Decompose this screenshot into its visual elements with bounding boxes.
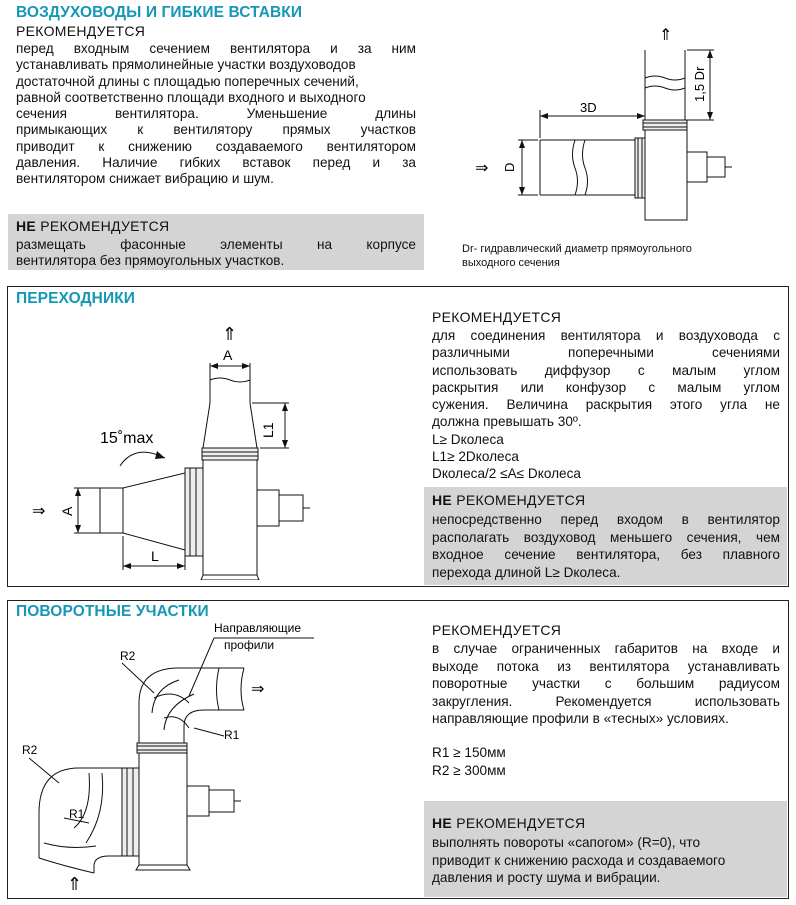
section3-rec-text (432, 640, 780, 728)
section3-diagram (14, 618, 414, 893)
text-line: давления и росту шума и вибрации. (432, 870, 661, 885)
text-line: равной соответственно площади входного и выходного (16, 89, 366, 105)
text-line: вентилятором снижает вибрацию и шум. (16, 171, 274, 187)
formula-line: Dколеса/2 ≤A≤ Dколеса (432, 466, 581, 482)
text-line: устанавливать прямолинейные участки воздуховодов (16, 57, 356, 73)
notrec-rest: РЕКОМЕНДУЕТСЯ (452, 815, 586, 831)
section1-diagram (440, 20, 790, 245)
section1-note (462, 242, 692, 270)
label-1-5dr: 1,5 Dr (692, 66, 707, 102)
text-line: раскрытия или конфузор с малым углом (432, 379, 780, 395)
text-line: закругления. Рекомендуется использовать (432, 693, 780, 709)
section3-formulas (432, 744, 780, 779)
text-line: в случае ограниченных габаритов на входе и (432, 641, 780, 656)
formula-line: L1≥ 2Dколеса (432, 449, 519, 465)
guide-label-1: Направляющие (214, 621, 302, 635)
guide-label-2: профили (224, 638, 275, 652)
formula-line: R1 ≥ 150мм (432, 745, 506, 760)
label-r1-top: R1 (224, 728, 240, 742)
notrec-rest: РЕКОМЕНДУЕТСЯ (36, 218, 170, 234)
arrow-up-icon: ⇑ (67, 874, 83, 893)
text-line: перед входным сечением вентилятора и за ним (16, 41, 416, 56)
label-3d: 3D (580, 100, 597, 115)
text-line: выполнять повороты «сапогом» (R=0), что (432, 835, 701, 850)
label-a-left: A (59, 506, 75, 516)
text-line: для соединения вентилятора и воздуховода с (432, 328, 780, 343)
arrow-up-icon: ⇑ (659, 27, 673, 44)
text-line: непосредственно перед входом в вентилятор (432, 512, 780, 527)
section1-title: ВОЗДУХОВОДЫ И ГИБКИЕ ВСТАВКИ (16, 4, 303, 21)
text-line: вентилятора без прямоугольных участков. (16, 253, 285, 269)
label-d: D (502, 162, 517, 172)
text-line: давления. Наличие гибких вставок перед и за (16, 155, 416, 171)
section1-rec-text (16, 41, 416, 188)
formula-line: L≥ Dколеса (432, 431, 504, 447)
section1-notrec-heading (16, 218, 169, 234)
text-line: должна превышать 30º. (432, 414, 582, 430)
section2-rec-heading: РЕКОМЕНДУЕТСЯ (432, 309, 562, 325)
arrow-up-icon: ⇑ (222, 324, 238, 344)
notrec-rest: РЕКОМЕНДУЕТСЯ (452, 492, 586, 508)
label-r1-left: R1 (69, 807, 85, 821)
section3-rec-heading: РЕКОМЕНДУЕТСЯ (432, 622, 562, 638)
not-bold: НЕ (16, 218, 37, 234)
section2-notrec-heading (432, 492, 585, 508)
arrow-right-icon: ⇒ (251, 681, 265, 698)
section2-title: ПЕРЕХОДНИКИ (16, 290, 136, 307)
formula-line: R2 ≥ 300мм (432, 762, 506, 778)
label-angle: 15˚max (100, 430, 154, 447)
text-line: располагать воздуховод меньшего сечения, чем (432, 529, 780, 545)
text-line: различными поперечными сечениями (432, 345, 780, 361)
section3-notrec-text (432, 834, 780, 887)
label-a-top: A (223, 347, 233, 363)
text-line: достаточной длины с площадью поперечных сечений, (16, 73, 359, 89)
text-line: приводит к снижению расхода и создаваемого (432, 852, 726, 868)
text-line: входное сечение вентилятора, без плавного (432, 547, 780, 562)
arrow-right-icon: ⇒ (475, 160, 489, 177)
text-line: использовать диффузор с малым углом (432, 362, 780, 378)
label-r2-top: R2 (120, 649, 136, 663)
section1-rec-heading: РЕКОМЕНДУЕТСЯ (16, 23, 146, 39)
section2-rec-text (432, 327, 780, 483)
section1-notrec-text (16, 237, 416, 270)
label-r2-left: R2 (22, 743, 38, 757)
arrow-right-icon: ⇒ (32, 503, 46, 520)
note-line: Dr- гидравлический диаметр прямоугольного (462, 243, 692, 255)
section3-notrec-heading (432, 815, 585, 831)
note-line: выходного сечения (462, 257, 560, 269)
text-line: поворотные участки с большим радиусом (432, 676, 780, 691)
text-line: сечения вентилятора. Уменьшение длины (16, 106, 416, 122)
text-line: размещать фасонные элементы на корпусе (16, 237, 416, 252)
not-bold: НЕ (432, 492, 453, 508)
section2-notrec-text (432, 511, 780, 581)
section2-diagram (20, 318, 415, 580)
text-line: выходе потока из вентилятора устанавливать (432, 658, 780, 674)
section3-title: ПОВОРОТНЫЕ УЧАСТКИ (16, 603, 209, 620)
not-bold: НЕ (432, 815, 453, 831)
text-line: перехода длиной L≥ Dколеса. (432, 564, 621, 580)
text-line: приводит к снижению создаваемого вентилятором (16, 138, 416, 154)
text-line: сужения. Величина раскрытия этого угла не (432, 397, 780, 413)
label-l1: L1 (260, 422, 276, 438)
text-line: примыкающих к вентилятору прямых участков (16, 122, 416, 138)
text-line: направляющие профили в «тесных» условиях. (432, 711, 729, 726)
label-l: L (151, 548, 159, 564)
